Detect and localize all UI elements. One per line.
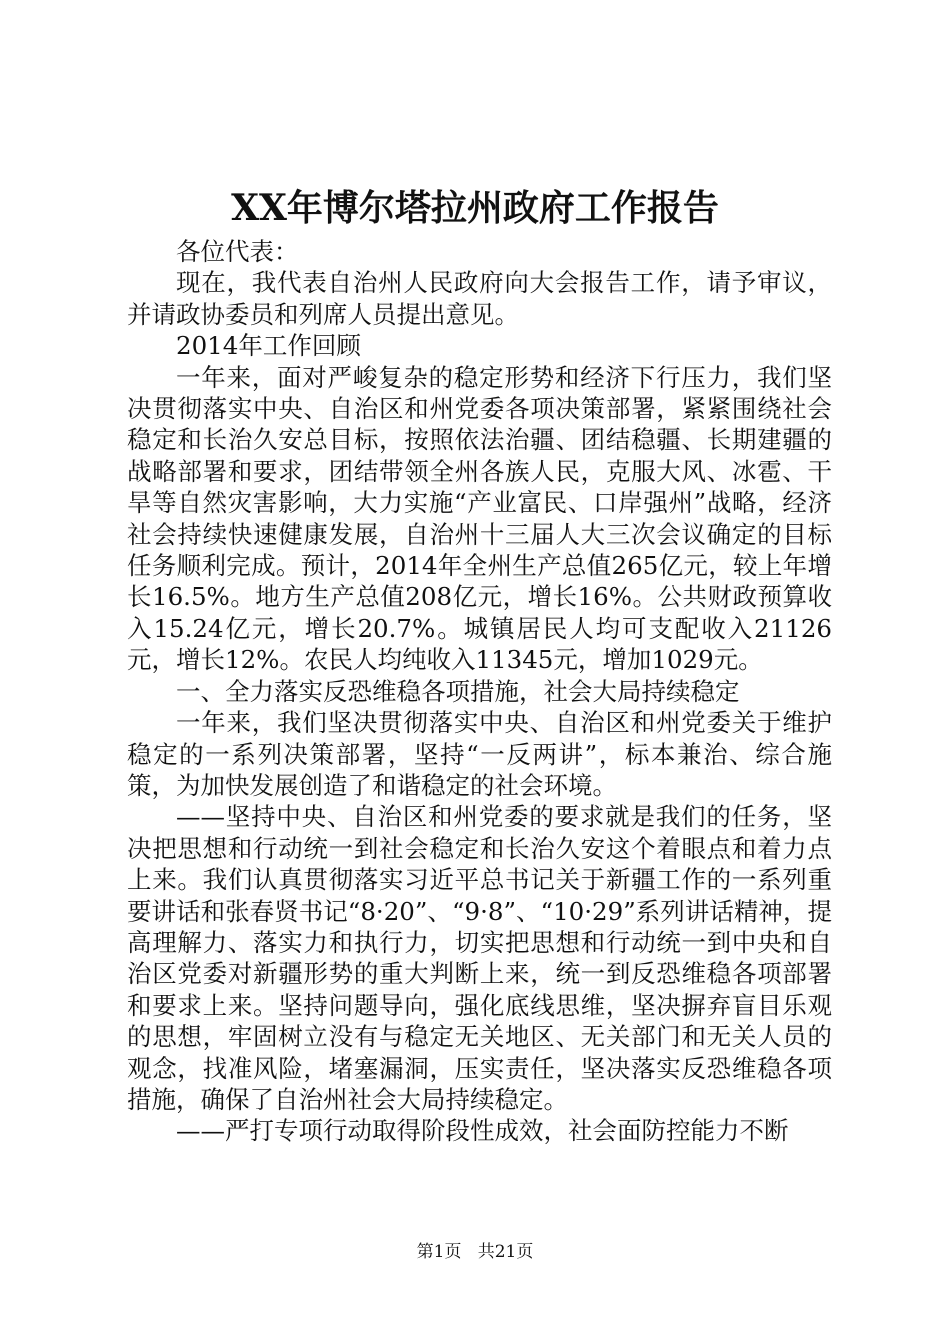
body-paragraph: ——严打专项行动取得阶段性成效，社会面防控能力不断: [176, 1116, 789, 1146]
body-paragraph: 一年来，我们坚决贯彻落实中央、自治区和州党委关于维护稳定的一系列决策部署，坚持“一反两讲”，标本兼治、综合施策，为加快发展创造了和谐稳定的社会环境。: [127, 708, 832, 800]
body-paragraph: ——坚持中央、自治区和州党委的要求就是我们的任务，坚决把思想和行动统一到社会稳定和长治久安这个着眼点和着力点上来。我们认真贯彻落实习近平总书记关于新疆工作的一系列重要讲话和张春贤书记“8·20”、“9·8”、“10·29”系列讲话精神，提高理解力、落实力和执行力，切实把思想和行动统一到中央和自治区党委对新疆形势的重大判断上来，统一到反恐维稳各项部署和要求上来。坚持问题导向，强化底线思维，坚决摒弃盲目乐观的思想，牢固树立没有与稳定无关地区、无关部门和无关人员的观念，找准风险，堵塞漏洞，压实责任，坚决落实反恐维稳各项措施，确保了自治州社会大局持续稳定。: [127, 802, 832, 1114]
page-number: 第1页: [416, 1242, 462, 1262]
section-heading-stability: 一、全力落实反恐维稳各项措施，社会大局持续稳定: [176, 676, 740, 706]
body-paragraph: 一年来，面对严峻复杂的稳定形势和经济下行压力，我们坚决贯彻落实中央、自治区和州党委各项决策部署，紧紧围绕社会稳定和长治久安总目标，按照依法治疆、团结稳疆、长期建疆的战略部署和要求，团结带领全州各族人民，克服大风、冰雹、干旱等自然灾害影响，大力实施“产业富民、口岸强州”战略，经济社会持续快速健康发展，自治州十三届人大三次会议确定的目标任务顺利完成。预计，2014年全州生产总值265亿元，较上年增长16.5%。地方生产总值208亿元，增长16%。公共财政预算收入15.24亿元，增长20.7%。城镇居民人均可支配收入21126元，增长12%。农民人均纯收入11345元，增加1029元。: [127, 362, 832, 675]
page-total: 共21页: [477, 1242, 534, 1262]
footer-spacer: [467, 1242, 472, 1262]
document-body: [127, 236, 832, 1147]
intro-paragraph: 现在，我代表自治州人民政府向大会报告工作，请予审议，并请政协委员和列席人员提出意见。: [127, 268, 832, 329]
page-footer: [0, 1240, 950, 1264]
section-heading-review: 2014年工作回顾: [176, 331, 361, 361]
salutation-paragraph: 各位代表：: [176, 237, 299, 266]
document-title: XX年博尔塔拉州政府工作报告: [231, 187, 719, 229]
